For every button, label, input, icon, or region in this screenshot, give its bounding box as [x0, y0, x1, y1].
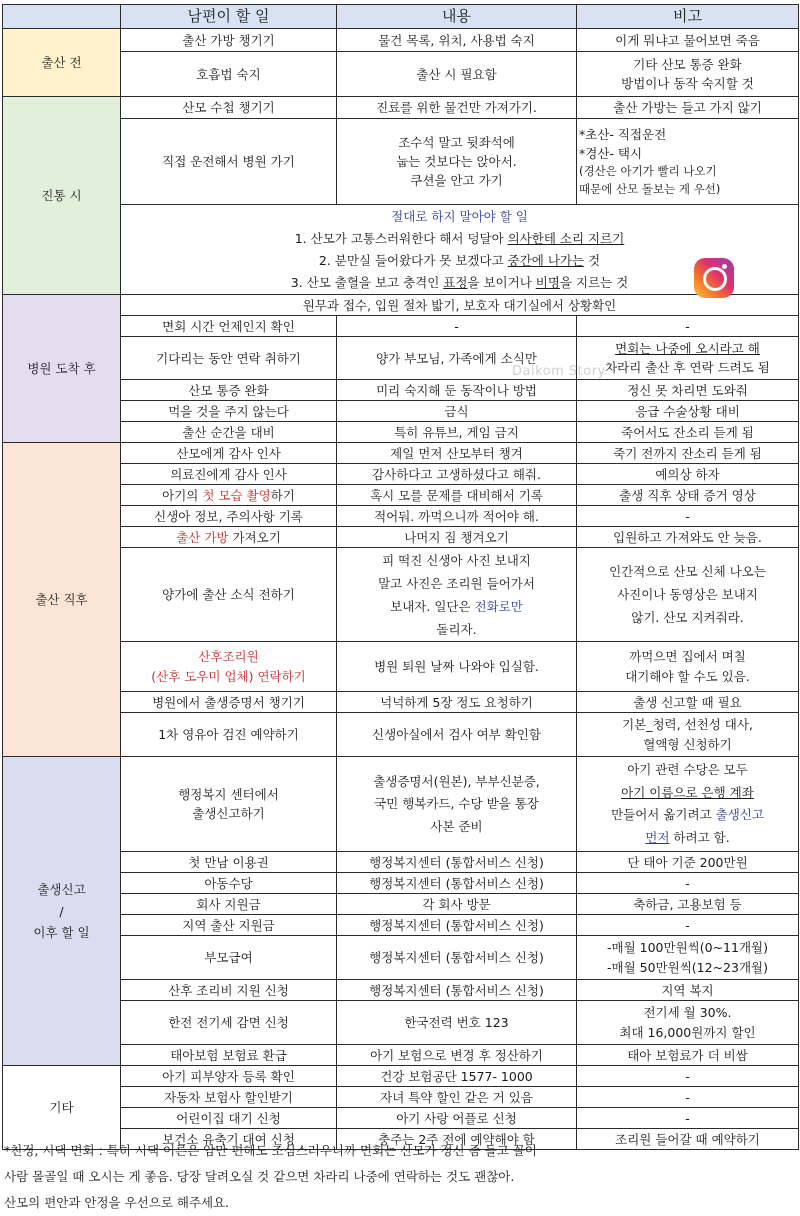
- task-cell: 보건소 유축기 대여 신청: [121, 1129, 337, 1150]
- header-content: 내용: [337, 5, 577, 29]
- note-cell: -: [577, 1108, 799, 1129]
- warning-text: 2. 분만실 들어왔다가 못 보겠다고: [318, 252, 508, 268]
- note-line: 때문에 산모 돌보는 게 우선): [579, 182, 721, 197]
- content-cell: 감사하다고 고생하셨다고 해줘.: [337, 464, 577, 485]
- note-line: *경산- 택시: [579, 145, 643, 161]
- note-cell: [577, 936, 799, 980]
- table-row: [3, 915, 799, 936]
- task-cell: 양가에 출산 소식 전하기: [121, 548, 337, 642]
- content-cell: 진료를 위한 물건만 가져가기.: [337, 97, 577, 119]
- note-line: 까먹으면 집에서 며칠: [629, 649, 746, 665]
- header-task: 남편이 할 일: [121, 5, 337, 29]
- note-cell: 이게 뭐냐고 물어보면 죽음: [577, 29, 799, 52]
- content-cell: 건강 보험공단 1577- 1000: [337, 1066, 577, 1087]
- task-line: 출생신고하기: [192, 806, 265, 822]
- content-cell: 행정복지센터 (통합서비스 신청): [337, 852, 577, 873]
- content-cell: 출산 시 필요함: [337, 52, 577, 97]
- task-cell: 의료진에게 감사 인사: [121, 464, 337, 485]
- table-row: [3, 757, 799, 852]
- section-labor: 진통 시: [3, 97, 121, 295]
- task-cell: 출산 가방 챙기기: [121, 29, 337, 52]
- note-cell: -: [577, 1087, 799, 1108]
- note-line: 면회는 나중에 오시라고 해: [615, 340, 760, 356]
- task-text: 가져오기: [228, 529, 281, 545]
- note-cell: -: [577, 1066, 799, 1087]
- content-cell: 물건 목록, 위치, 사용법 숙지: [337, 29, 577, 52]
- note-line: [579, 827, 796, 850]
- content-cell: 넉넉하게 5장 정도 요청하기: [337, 692, 577, 713]
- table-row: [3, 316, 799, 337]
- content-cell: 행정복지센터 (통합서비스 신청): [337, 915, 577, 936]
- table-row: [3, 1001, 799, 1045]
- content-cell: 혹시 모를 문제를 대비해서 기록: [337, 485, 577, 506]
- task-cell: 기다리는 동안 연락 취하기: [121, 337, 337, 380]
- task-cell: 호흡법 숙지: [121, 52, 337, 97]
- note-line: -매월 50만원씩(12~23개월): [607, 959, 768, 975]
- warning-text: 을 지르는 것: [559, 274, 629, 290]
- content-cell: 신생아실에서 검사 여부 확인함: [337, 713, 577, 757]
- table-row: [3, 1066, 799, 1087]
- task-cell: 태아보험 보험료 환급: [121, 1045, 337, 1066]
- note-cell: 죽어서도 잔소리 듣게 됨: [577, 422, 799, 443]
- table-row: [3, 713, 799, 757]
- warning-text: 3. 산모 출혈을 보고 충격인: [290, 274, 444, 290]
- footer-line: 사람 몰골일 때 오시는 게 좋음. 당장 달려오실 것 같으면 차라리 나중에 연락하는 것도 괜찮아.: [4, 1169, 515, 1184]
- table-row: [3, 119, 799, 205]
- content-cell: 제일 먼저 산모부터 챙겨: [337, 443, 577, 464]
- task-text: 아기의: [162, 487, 203, 503]
- content-cell: [337, 757, 577, 852]
- content-cell: 아기 보험으로 변경 후 정산하기: [337, 1045, 577, 1066]
- note-line: [579, 804, 796, 827]
- task-line: 산후조리원: [198, 649, 259, 665]
- table-row: [3, 852, 799, 873]
- note-cell: 예의상 하자: [577, 464, 799, 485]
- task-cell: 면회 시간 언제인지 확인: [121, 316, 337, 337]
- content-line: 쿠션을 안고 가기: [410, 173, 503, 189]
- task-emphasis: 첫 모습 촬영: [202, 487, 271, 503]
- table-row: [3, 337, 799, 380]
- note-cell: 정신 못 차리면 도와줘: [577, 380, 799, 401]
- note-cell: -: [577, 506, 799, 527]
- task-cell: [121, 757, 337, 852]
- table-row: [3, 295, 799, 316]
- task-cell: 산모에게 감사 인사: [121, 443, 337, 464]
- table-row: [3, 401, 799, 422]
- note-line: 아기 관련 수당은 모두: [627, 762, 748, 778]
- warning-text: 것: [584, 252, 601, 268]
- note-line: (경산은 아기가 빨리 나오기: [579, 164, 717, 179]
- warning-title: 절대로 하지 말아야 할 일: [391, 209, 528, 224]
- task-cell: 부모급여: [121, 936, 337, 980]
- note-cell: [577, 52, 799, 97]
- footer-line: *친정, 시댁 면회 : 특히 시댁 어른은 암만 편해도 조심스러우니까 면회는 산모가 정신 좀 들고 꼴이: [4, 1143, 537, 1158]
- content-cell: 금식: [337, 401, 577, 422]
- note-cell: [577, 548, 799, 642]
- footer-line: 산모의 편안과 안정을 우선으로 해주세요.: [4, 1195, 230, 1210]
- note-line: 기타 산모 통증 완화: [633, 56, 742, 72]
- task-line: 행정복지 센터에서: [178, 786, 279, 802]
- note-cell: -: [577, 316, 799, 337]
- section-etc: 기타: [3, 1066, 121, 1150]
- table-row: [3, 1045, 799, 1066]
- content-cell: 아기 사랑 어플로 신청: [337, 1108, 577, 1129]
- footer-note: [4, 1138, 796, 1216]
- note-cell: 단 태아 기준 200만원: [577, 852, 799, 873]
- content-text: 보내자. 일단은: [390, 598, 475, 614]
- warning-emphasis: 비명: [535, 274, 560, 290]
- content-cell: 미리 숙지해 둔 동작이나 방법: [337, 380, 577, 401]
- content-line: 출생증명서(원본), 부부신분증,: [373, 773, 540, 789]
- task-cell: [121, 527, 337, 548]
- table-row: [3, 380, 799, 401]
- header-note: 비고: [577, 5, 799, 29]
- watermark-text: Dalkom Story: [512, 364, 606, 379]
- note-line: *초산- 직접운전: [579, 126, 667, 142]
- content-cell: 병원 퇴원 날짜 나와야 입실함.: [337, 642, 577, 692]
- note-line: 아기 이름으로 은행 계좌: [621, 784, 754, 800]
- table-row: [3, 873, 799, 894]
- task-cell: 회사 지원금: [121, 894, 337, 915]
- task-cell: 지역 출산 지원금: [121, 915, 337, 936]
- warning-text: 을 보이거나: [467, 274, 536, 290]
- table-row: [3, 29, 799, 52]
- note-line: 않기. 산모 지켜줘라.: [631, 610, 744, 626]
- task-cell: 산후 조리비 지원 신청: [121, 980, 337, 1001]
- section-hospital-arrival: 병원 도착 후: [3, 295, 121, 443]
- section-line: 이후 할 일: [33, 924, 90, 940]
- content-line: 눕는 것보다는 앉아서.: [396, 154, 517, 170]
- table-row: [3, 464, 799, 485]
- task-cell: 1차 영유아 검진 예약하기: [121, 713, 337, 757]
- section-line: /: [59, 903, 64, 919]
- warning-emphasis: 표정: [443, 274, 468, 290]
- note-cell: 축하금, 고용보험 등: [577, 894, 799, 915]
- content-line: 조수석 말고 뒷좌석에: [398, 134, 515, 150]
- instagram-lens-shape: [703, 267, 727, 291]
- note-line: 사진이나 동영상은 보내지: [617, 587, 758, 603]
- content-cell: -: [337, 316, 577, 337]
- note-line: 차라리 출산 후 연락 드려도 됨: [605, 360, 770, 376]
- table-row: [3, 443, 799, 464]
- task-cell: 병원에서 출생증명서 챙기기: [121, 692, 337, 713]
- note-cell: [577, 1001, 799, 1045]
- instagram-icon: [694, 258, 734, 298]
- content-cell: 각 회사 방문: [337, 894, 577, 915]
- content-cell: 행정복지센터 (통합서비스 신청): [337, 936, 577, 980]
- task-cell: 어린이집 대기 신청: [121, 1108, 337, 1129]
- task-cell: [121, 485, 337, 506]
- content-cell: 양가 부모님, 가족에게 소식만: [337, 337, 577, 380]
- note-cell: 출생 신고할 때 필요: [577, 692, 799, 713]
- content-cell: [337, 119, 577, 205]
- note-text: 만들어서 옮기려고: [611, 807, 716, 823]
- note-line: 인간적으로 산모 신체 나오는: [609, 564, 766, 580]
- table-row: [3, 485, 799, 506]
- table-row: [3, 527, 799, 548]
- table-row: [3, 894, 799, 915]
- warning-emphasis: 중간에 나가는: [507, 252, 585, 268]
- task-emphasis: 출산 가방: [176, 529, 229, 545]
- table-row: [3, 205, 799, 295]
- note-cell: [577, 713, 799, 757]
- note-cell: 태아 보험료가 더 비쌈: [577, 1045, 799, 1066]
- content-cell: 행정복지센터 (통합서비스 신청): [337, 873, 577, 894]
- content-line: 피 떡진 신생아 사진 보내지: [382, 552, 531, 568]
- content-line: [339, 595, 574, 618]
- task-cell: 먹을 것을 주지 않는다: [121, 401, 337, 422]
- content-cell: 자녀 특약 할인 같은 거 있음: [337, 1087, 577, 1108]
- section-birth-report: [3, 757, 121, 1066]
- table-row: [3, 692, 799, 713]
- task-cell: 한전 전기세 감면 신청: [121, 1001, 337, 1045]
- note-cell: 조리원 들어갈 때 예약하기: [577, 1129, 799, 1150]
- content-cell: 적어둬. 까먹으니까 적어야 해.: [337, 506, 577, 527]
- note-line: 대기해야 할 수도 있음.: [625, 668, 750, 684]
- task-cell: 첫 만남 이용권: [121, 852, 337, 873]
- note-cell: [577, 642, 799, 692]
- content-line: 돌리자.: [436, 621, 477, 637]
- table-row: [3, 97, 799, 119]
- note-cell: [577, 757, 799, 852]
- note-cell: 죽기 전까지 잔소리 듣게 됨: [577, 443, 799, 464]
- content-cell: 한국전력 번호 123: [337, 1001, 577, 1045]
- section-line: 출생신고: [37, 882, 86, 898]
- content-cell: 충주는 2주 전에 예약해야 함: [337, 1129, 577, 1150]
- husband-checklist-table: [2, 4, 799, 1150]
- task-cell: 산모 수첩 챙기기: [121, 97, 337, 119]
- note-cell: 응급 수술상황 대비: [577, 401, 799, 422]
- content-line: 사본 준비: [430, 818, 483, 834]
- table-row: [3, 422, 799, 443]
- note-emphasis: 먼저: [645, 829, 670, 845]
- task-text: 하기: [270, 487, 295, 503]
- table-header-row: [3, 5, 799, 29]
- task-cell: 신생아 정보, 주의사항 기록: [121, 506, 337, 527]
- content-line: 말고 사진은 조리원 들어가서: [378, 575, 535, 591]
- note-emphasis: 출생신고: [715, 807, 764, 823]
- instagram-flash-shape: [722, 264, 727, 269]
- task-cell: 아기 피부양자 등록 확인: [121, 1066, 337, 1087]
- note-cell: 지역 복지: [577, 980, 799, 1001]
- table-row: [3, 548, 799, 642]
- note-cell: 입원하고 가져와도 안 늦음.: [577, 527, 799, 548]
- task-cell: 산모 통증 완화: [121, 380, 337, 401]
- task-cell: 직접 운전해서 병원 가기: [121, 119, 337, 205]
- note-line: 혈액형 신청하기: [643, 736, 732, 752]
- table-row: [3, 936, 799, 980]
- table-row: [3, 980, 799, 1001]
- table-row: [3, 1108, 799, 1129]
- note-cell: -: [577, 915, 799, 936]
- task-cell: [121, 642, 337, 692]
- note-line: -매월 100만원씩(0~11개월): [607, 940, 768, 956]
- table-row: [3, 642, 799, 692]
- note-line: 기본_청력, 선천성 대사,: [622, 717, 753, 733]
- note-cell: 출산 가방는 들고 가지 않기: [577, 97, 799, 119]
- note-line: 방법이나 동작 숙지할 것: [621, 76, 754, 92]
- warning-emphasis: 의사한테 소리 지르기: [507, 230, 625, 246]
- section-right-after-birth: 출산 직후: [3, 443, 121, 757]
- warning-text: 1. 산모가 고통스러워한다 해서 덩달아: [294, 230, 508, 246]
- note-cell: [577, 119, 799, 205]
- content-cell: 특히 유튜브, 게임 금지: [337, 422, 577, 443]
- table-row: [3, 1087, 799, 1108]
- note-line: 최대 16,000원까지 할인: [619, 1024, 756, 1040]
- note-cell: 출생 직후 상태 증거 영상: [577, 485, 799, 506]
- note-cell: [577, 337, 799, 380]
- note-text: 하려고 함.: [669, 829, 730, 845]
- content-cell: [337, 548, 577, 642]
- full-row-cell: 원무과 접수, 입원 절차 밟기, 보호자 대기실에서 상황확인: [121, 295, 799, 316]
- section-before-birth: 출산 전: [3, 29, 121, 97]
- content-line: 국민 행복카드, 수당 받을 통장: [374, 796, 539, 811]
- task-cell: 자동차 보험사 할인받기: [121, 1087, 337, 1108]
- table-row: [3, 506, 799, 527]
- table-row: [3, 52, 799, 97]
- task-cell: 아동수당: [121, 873, 337, 894]
- content-emphasis: 전화로만: [474, 598, 523, 614]
- task-cell: 출산 순간을 대비: [121, 422, 337, 443]
- note-line: 전기세 월 30%.: [643, 1005, 732, 1021]
- content-cell: 나머지 짐 챙겨오기: [337, 527, 577, 548]
- note-cell: -: [577, 873, 799, 894]
- task-line: (산후 도우미 업체) 연락하기: [151, 668, 306, 684]
- content-cell: 행정복지센터 (통합서비스 신청): [337, 980, 577, 1001]
- warning-line-1: [123, 228, 796, 250]
- header-blank: [3, 5, 121, 29]
